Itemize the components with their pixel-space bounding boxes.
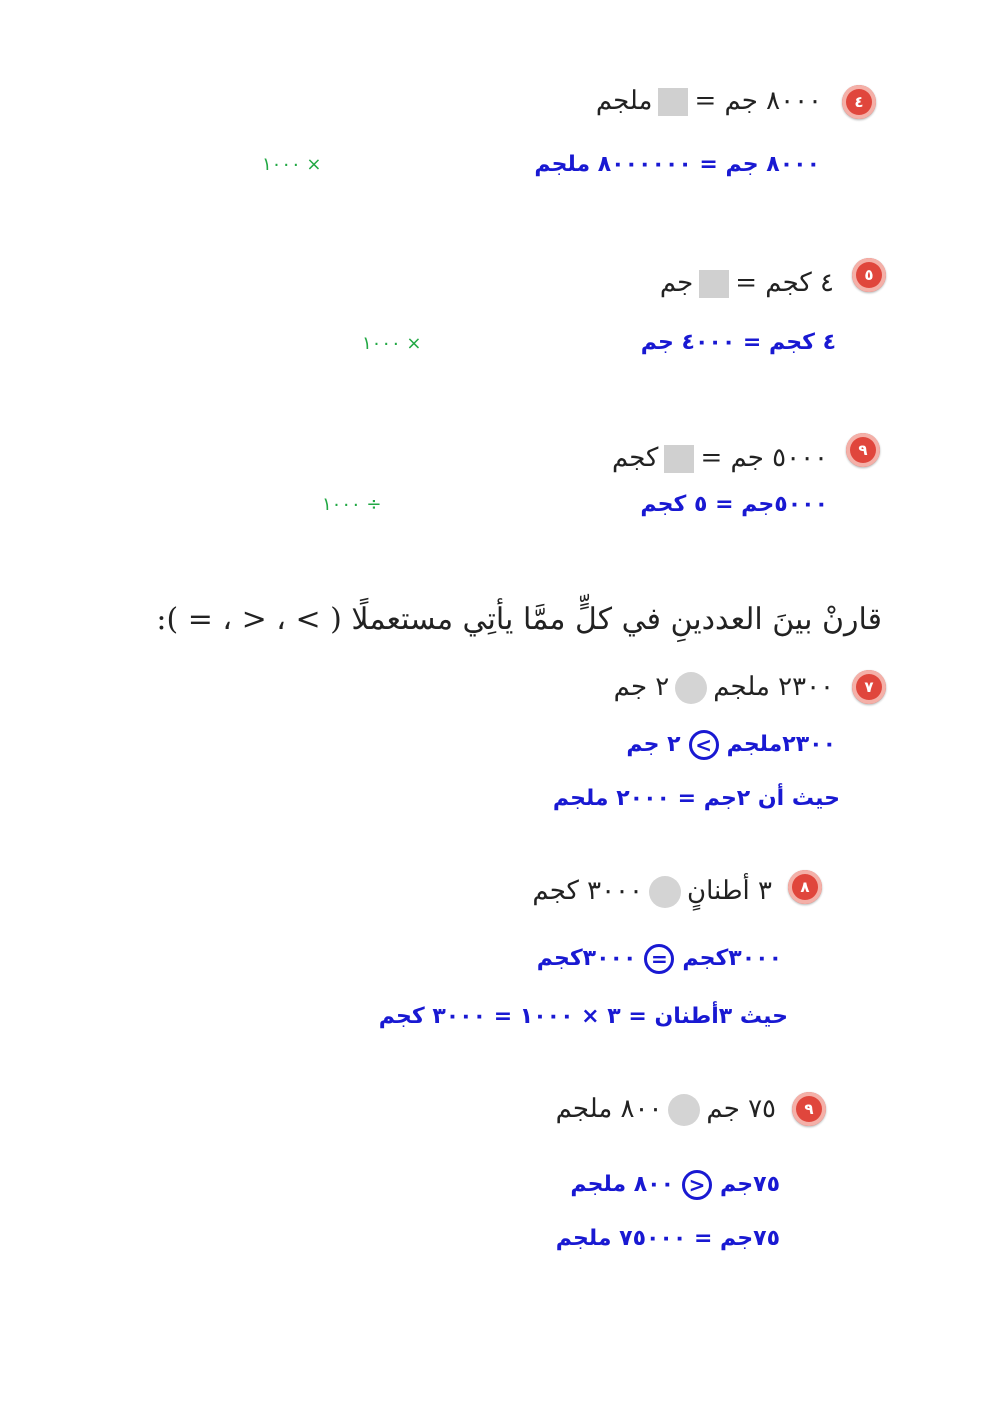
comparison-symbol: >: [689, 730, 719, 760]
reason-text: ٧٥جم = ٧٥٠٠٠ ملجم: [555, 1226, 780, 1251]
answer-left: ٣٠٠٠كجم: [682, 946, 782, 971]
comparison-symbol: =: [644, 944, 674, 974]
answer-right: ٣٠٠٠كجم: [536, 946, 637, 971]
problem-number-badge: ٩: [792, 1092, 826, 1126]
problem-number-badge: ٧: [852, 670, 886, 704]
question-right: ٣٠٠٠ كجم: [532, 876, 643, 906]
answer-left: ٢٣٠٠ملجم: [726, 732, 836, 757]
reason-text: حيث أن ٢جم = ٢٠٠٠ ملجم: [552, 786, 840, 811]
answer-text: ٤ كجم = ٤٠٠٠ جم: [640, 330, 836, 355]
comparison-symbol: <: [682, 1170, 712, 1200]
question-text: [556, 1094, 776, 1126]
answer-blank-box: [699, 270, 729, 298]
problem-number-badge: ٨: [788, 870, 822, 904]
answer-text: [570, 1170, 780, 1200]
question-left: ٧٥ جم: [706, 1094, 776, 1124]
problem-number-badge: ٥: [852, 258, 886, 292]
question-left: ٢٣٠٠ ملجم: [713, 672, 834, 702]
answer-right: ٨٠٠ ملجم: [570, 1172, 675, 1197]
question-text: [614, 672, 834, 704]
compare-blank-circle: [675, 672, 707, 704]
answer-blank-box: [658, 88, 688, 116]
question-text: [532, 876, 772, 908]
question-left: ٣ أطنانٍ: [686, 876, 772, 906]
answer-right: ٢ جم: [626, 732, 681, 757]
answer-text: ٨٠٠٠ جم = ٨٠٠٠٠٠٠ ملجم: [534, 152, 820, 177]
compare-blank-circle: [649, 876, 681, 908]
question-right: جم: [659, 268, 694, 298]
question-left: ٤ كجم =: [735, 268, 834, 298]
question-right: ٨٠٠ ملجم: [555, 1094, 663, 1124]
question-right: ملجم: [595, 86, 653, 116]
question-text: [612, 443, 828, 473]
answer-text: [537, 944, 782, 974]
problem-number-badge: ٩: [846, 433, 880, 467]
answer-left: ٧٥جم: [720, 1172, 780, 1197]
question-text: [660, 268, 834, 298]
hint-text: ÷ ١٠٠٠: [322, 494, 382, 515]
question-right: كجم: [611, 443, 659, 473]
compare-blank-circle: [668, 1094, 700, 1126]
question-left: ٥٠٠٠ جم =: [700, 443, 828, 473]
question-right: ٢ جم: [613, 672, 670, 702]
question-left: ٨٠٠٠ جم =: [694, 86, 822, 116]
answer-text: [626, 730, 836, 760]
section-heading: قارنْ بينَ العددينِ في كلٍّ ممَّا يأتِي مستعملًا ( > ، < ، = ):: [156, 602, 882, 637]
hint-text: × ١٠٠٠: [362, 333, 422, 354]
problem-number-badge: ٤: [842, 85, 876, 119]
reason-text: حيث ٣أطنان = ٣ × ١٠٠٠ = ٣٠٠٠ كجم: [378, 1004, 788, 1029]
hint-text: × ١٠٠٠: [262, 154, 322, 175]
answer-blank-box: [664, 445, 694, 473]
question-text: [596, 86, 822, 116]
answer-text: ٥٠٠٠جم = ٥ كجم: [640, 492, 828, 517]
